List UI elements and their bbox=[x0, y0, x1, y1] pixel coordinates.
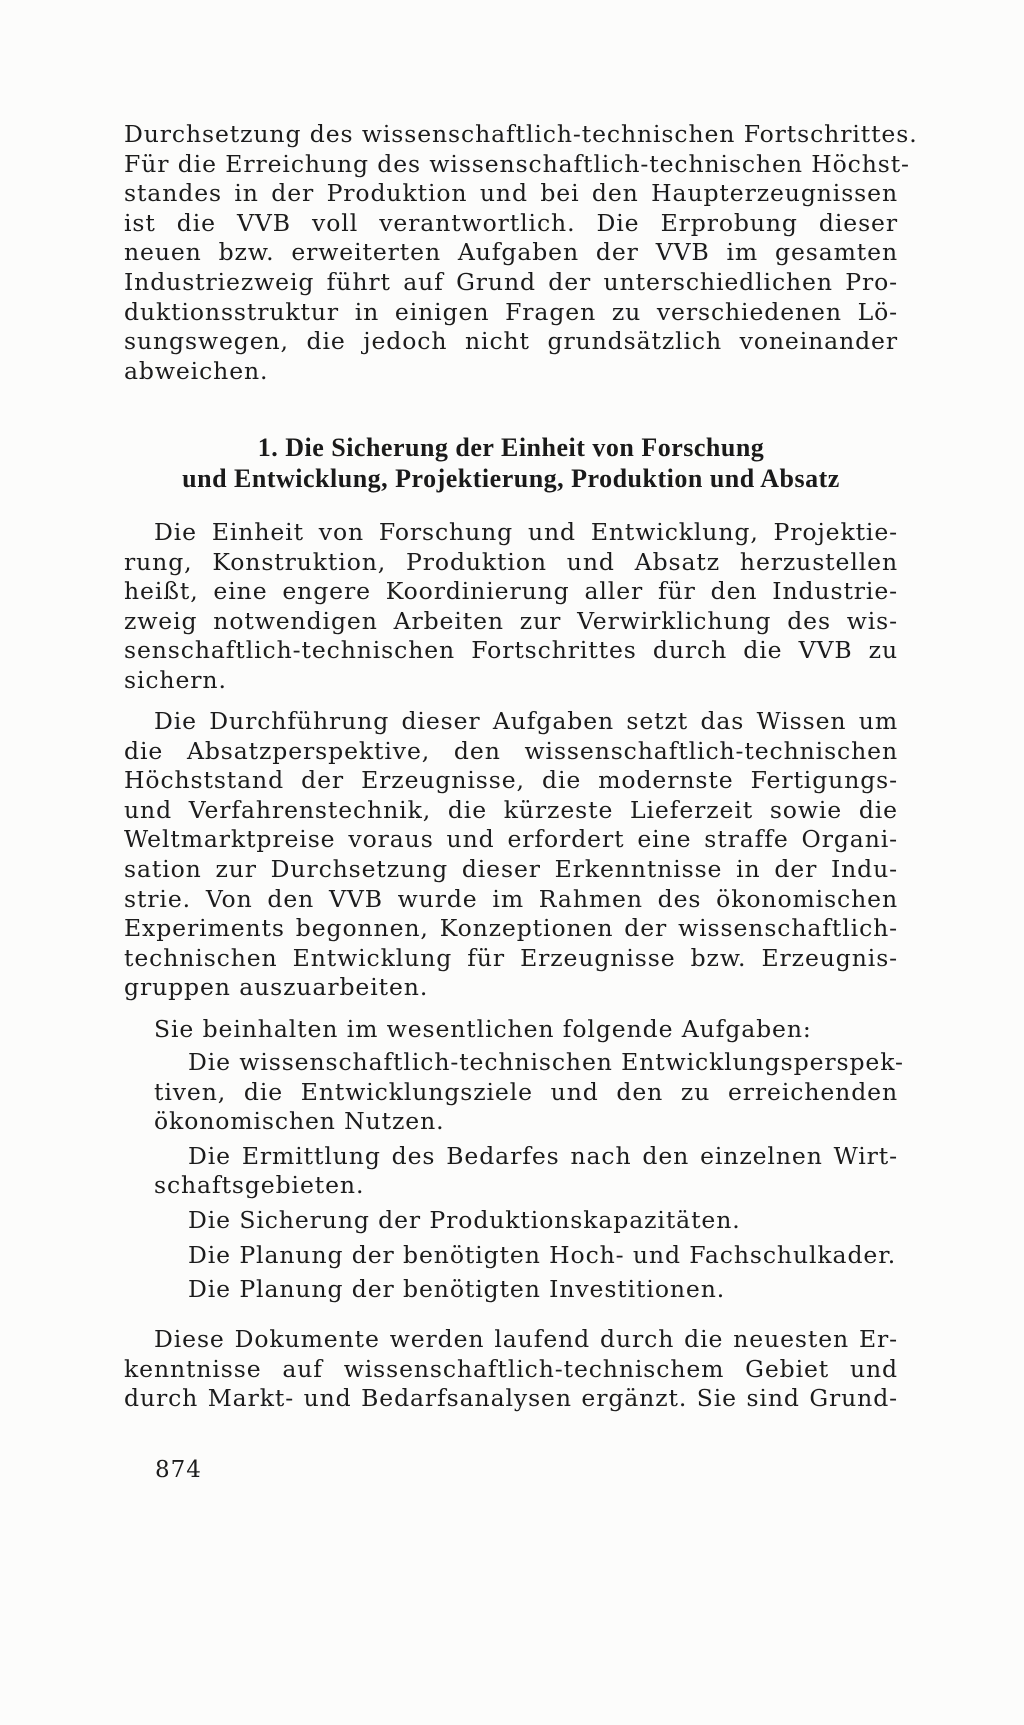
text-line: Weltmarktpreise voraus und erfordert eine straffe Organi- bbox=[124, 825, 898, 854]
text-line: Sie beinhalten im wesentlichen folgende Aufgaben: bbox=[154, 1015, 812, 1043]
paragraph-4 bbox=[124, 1325, 898, 1414]
text-line: ist die VVB voll verantwortlich. Die Erprobung dieser bbox=[124, 208, 898, 237]
section-heading-line-2: und Entwicklung, Projektierung, Produktion und Absatz bbox=[182, 464, 840, 493]
text-line: Die Planung der benötigten Investitionen. bbox=[188, 1275, 726, 1304]
text-line: Durchsetzung des wissenschaftlich-technischen Fortschrittes. bbox=[124, 120, 918, 148]
text-line: zweig notwendigen Arbeiten zur Verwirklichung des wis- bbox=[124, 606, 898, 635]
page-number: 874 bbox=[155, 1457, 202, 1483]
text-line: technischen Entwicklung für Erzeugnisse bzw. Erzeugnis- bbox=[124, 943, 898, 972]
text-line: abweichen. bbox=[124, 356, 269, 385]
text-line: Die Planung der benötigten Hoch- und Fachschulkader. bbox=[188, 1240, 897, 1269]
paragraph-1 bbox=[124, 518, 898, 696]
paragraph-2 bbox=[124, 707, 898, 1003]
task-item bbox=[124, 1275, 898, 1305]
text-line: sungswegen, die jedoch nicht grundsätzlich voneinander bbox=[124, 327, 898, 356]
text-line: tiven, die Entwicklungsziele und den zu erreichenden bbox=[154, 1077, 898, 1106]
text-line: und Verfahrenstechnik, die kürzeste Lieferzeit sowie die bbox=[124, 795, 898, 824]
text-line: die Absatzperspektive, den wissenschaftlich-technischen bbox=[124, 736, 898, 765]
text-line: gruppen auszuarbeiten. bbox=[124, 973, 429, 1002]
text-line: duktionsstruktur in einigen Fragen zu verschiedenen Lö- bbox=[124, 297, 898, 326]
text-line: ökonomischen Nutzen. bbox=[154, 1107, 445, 1136]
task-item bbox=[124, 1048, 904, 1137]
text-line: Für die Erreichung des wissenschaftlich-technischen Höchst- bbox=[124, 149, 910, 178]
text-line: Die Durchführung dieser Aufgaben setzt das Wissen um bbox=[154, 707, 898, 735]
text-line: senschaftlich-technischen Fortschrittes durch die VVB zu bbox=[124, 636, 898, 665]
task-item bbox=[124, 1142, 898, 1201]
text-line: Die wissenschaftlich-technischen Entwicklungsperspek- bbox=[188, 1048, 904, 1076]
task-item bbox=[124, 1241, 898, 1271]
text-line: strie. Von den VVB wurde im Rahmen des ökonomischen bbox=[124, 884, 898, 913]
task-list bbox=[124, 1048, 904, 1305]
text-line: Die Ermittlung des Bedarfes nach den einzelnen Wirt- bbox=[188, 1141, 898, 1170]
text-line: kenntnisse auf wissenschaftlich-technischem Gebiet und bbox=[124, 1354, 898, 1383]
text-line: Experiments begonnen, Konzeptionen der wissenschaftlich- bbox=[124, 914, 898, 943]
text-line: sichern. bbox=[124, 665, 227, 694]
text-line: Diese Dokumente werden laufend durch die neuesten Er- bbox=[154, 1325, 898, 1353]
text-line: Höchststand der Erzeugnisse, die modernste Fertigungs- bbox=[124, 766, 898, 795]
text-line: Die Einheit von Forschung und Entwicklung, Projektie- bbox=[154, 518, 898, 546]
text-line: neuen bzw. erweiterten Aufgaben der VVB im gesamten bbox=[124, 238, 898, 267]
section-heading-line-1: 1. Die Sicherung der Einheit von Forschung bbox=[257, 433, 765, 462]
text-line: standes in der Produktion und bei den Haupterzeugnissen bbox=[124, 179, 898, 208]
text-line: Die Sicherung der Produktionskapazitäten. bbox=[188, 1205, 741, 1234]
text-line: durch Markt- und Bedarfsanalysen ergänzt. Sie sind Grund- bbox=[124, 1384, 898, 1413]
intro-paragraph bbox=[124, 120, 918, 386]
paragraph-3 bbox=[124, 1015, 898, 1045]
task-item bbox=[124, 1206, 898, 1236]
text-line: Industriezweig führt auf Grund der unterschiedlichen Pro- bbox=[124, 267, 898, 296]
text-line: schaftsgebieten. bbox=[154, 1171, 365, 1200]
text-line: sation zur Durchsetzung dieser Erkenntnisse in der Indu- bbox=[124, 854, 898, 883]
text-line: rung, Konstruktion, Produktion und Absatz herzustellen bbox=[124, 547, 898, 576]
text-line: heißt, eine engere Koordinierung aller für den Industrie- bbox=[124, 577, 898, 606]
section-heading bbox=[124, 432, 898, 494]
